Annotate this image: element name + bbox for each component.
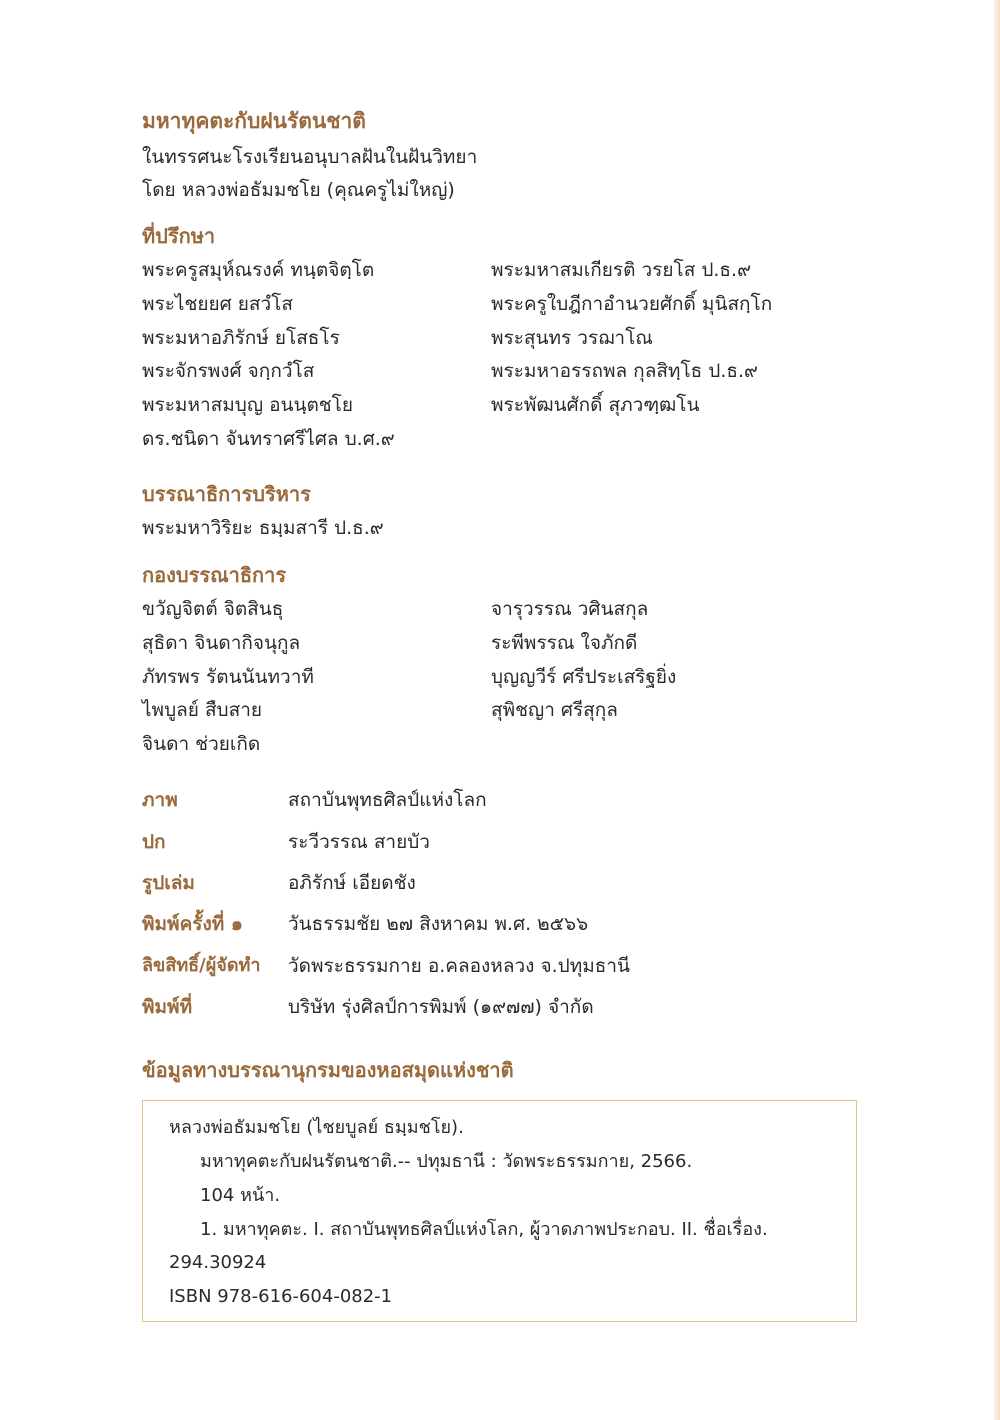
editor-name: สุธิดา จินดากิจนุกูล — [142, 632, 301, 654]
advisor-name: พระไชยยศ ยสวํโส — [142, 293, 293, 315]
credit-label-printer: พิมพ์ที่ — [142, 996, 193, 1018]
editor-name: ไพบูลย์ สืบสาย — [142, 699, 263, 721]
editor-name: จินดา ช่วยเกิด — [142, 733, 261, 755]
credit-value-layout: อภิรักษ์ เอียดชัง — [288, 872, 416, 894]
advisor-name: พระมหาสมบุญ อนนฺตชโย — [142, 394, 354, 416]
cip-author: หลวงพ่อธัมมชโย (ไชยบูลย์ ธมฺมชโย). — [169, 1117, 464, 1138]
advisor-name: พระพัฒนศักดิ์ สุภวฑฺฒโน — [491, 394, 700, 416]
advisor-name: พระครูใบฎีกาอำนวยศักดิ์ มุนิสกฺโก — [491, 293, 773, 315]
editor-name: ระพีพรรณ ใจภักดี — [491, 632, 638, 654]
advisor-name: พระมหาอรรถพล กุลสิทฺโธ ป.ธ.๙ — [491, 360, 758, 382]
cip-box — [142, 1100, 857, 1322]
editor-name: สุพิชญา ศรีสุกุล — [491, 699, 618, 721]
credit-value-edition: วันธรรมชัย ๒๗ สิงหาคม พ.ศ. ๒๕๖๖ — [288, 913, 589, 935]
credit-value-illustration: สถาบันพุทธศิลป์แห่งโลก — [288, 789, 487, 811]
book-author-line: โดย หลวงพ่อธัมมชโย (คุณครูไม่ใหญ่) — [142, 179, 455, 201]
advisors-heading: ที่ปรึกษา — [142, 224, 216, 248]
editor-name: ขวัญจิตต์ จิตสินธุ — [142, 598, 284, 620]
cip-pages: 104 หน้า. — [200, 1185, 281, 1206]
credit-value-cover: ระวีวรรณ สายบัว — [288, 831, 430, 853]
book-subtitle: ในทรรศนะโรงเรียนอนุบาลฝันในฝันวิทยา — [142, 146, 478, 168]
cip-heading: ข้อมูลทางบรรณานุกรมของหอสมุดแห่งชาติ — [142, 1058, 514, 1082]
credit-label-illustration: ภาพ — [142, 789, 178, 811]
editorial-board-heading: กองบรรณาธิการ — [142, 563, 287, 587]
advisor-name: พระครูสมุห์ณรงค์ ทนฺตจิตฺโต — [142, 259, 375, 281]
credit-label-layout: รูปเล่ม — [142, 872, 195, 894]
advisor-name: ดร.ชนิดา จันทราศรีไศล บ.ศ.๙ — [142, 428, 395, 450]
advisor-name: พระมหาสมเกียรติ วรยโส ป.ธ.๙ — [491, 259, 751, 281]
advisor-name: พระจักรพงศ์ จกฺกวํโส — [142, 360, 315, 382]
editor-name: ภัทรพร รัตนนันทวาที — [142, 666, 314, 688]
cip-publication: มหาทุคตะกับฝนรัตนชาติ.-- ปทุมธานี : วัดพระธรรมกาย, 2566. — [200, 1151, 693, 1172]
editor-name: จารุวรรณ วศินสกุล — [491, 598, 649, 620]
executive-editor-heading: บรรณาธิการบริหาร — [142, 482, 311, 506]
cip-isbn: ISBN 978-616-604-082-1 — [169, 1286, 393, 1307]
cip-subjects: 1. มหาทุคตะ. I. สถาบันพุทธศิลป์แห่งโลก, ผู้วาดภาพประกอบ. II. ชื่อเรื่อง. — [200, 1219, 768, 1240]
credit-value-printer: บริษัท รุ่งศิลป์การพิมพ์ (๑๙๗๗) จำกัด — [288, 996, 594, 1018]
executive-editor-name: พระมหาวิริยะ ธมฺมสารี ป.ธ.๙ — [142, 517, 384, 539]
editor-name: บุญญวีร์ ศรีประเสริฐยิ่ง — [491, 666, 677, 688]
book-title: มหาทุคตะกับฝนรัตนชาติ — [142, 109, 366, 133]
page-edge-decoration — [994, 0, 1000, 1420]
credit-value-copyright: วัดพระธรรมกาย อ.คลองหลวง จ.ปทุมธานี — [288, 955, 630, 977]
advisor-name: พระสุนทร วรฌาโณ — [491, 327, 653, 349]
credit-label-edition: พิมพ์ครั้งที่ ๑ — [142, 913, 243, 935]
advisor-name: พระมหาอภิรักษ์ ยโสธโร — [142, 327, 340, 349]
credit-label-copyright: ลิขสิทธิ์/ผู้จัดทำ — [142, 955, 261, 976]
credit-label-cover: ปก — [142, 831, 166, 853]
cip-classification: 294.30924 — [169, 1252, 267, 1273]
